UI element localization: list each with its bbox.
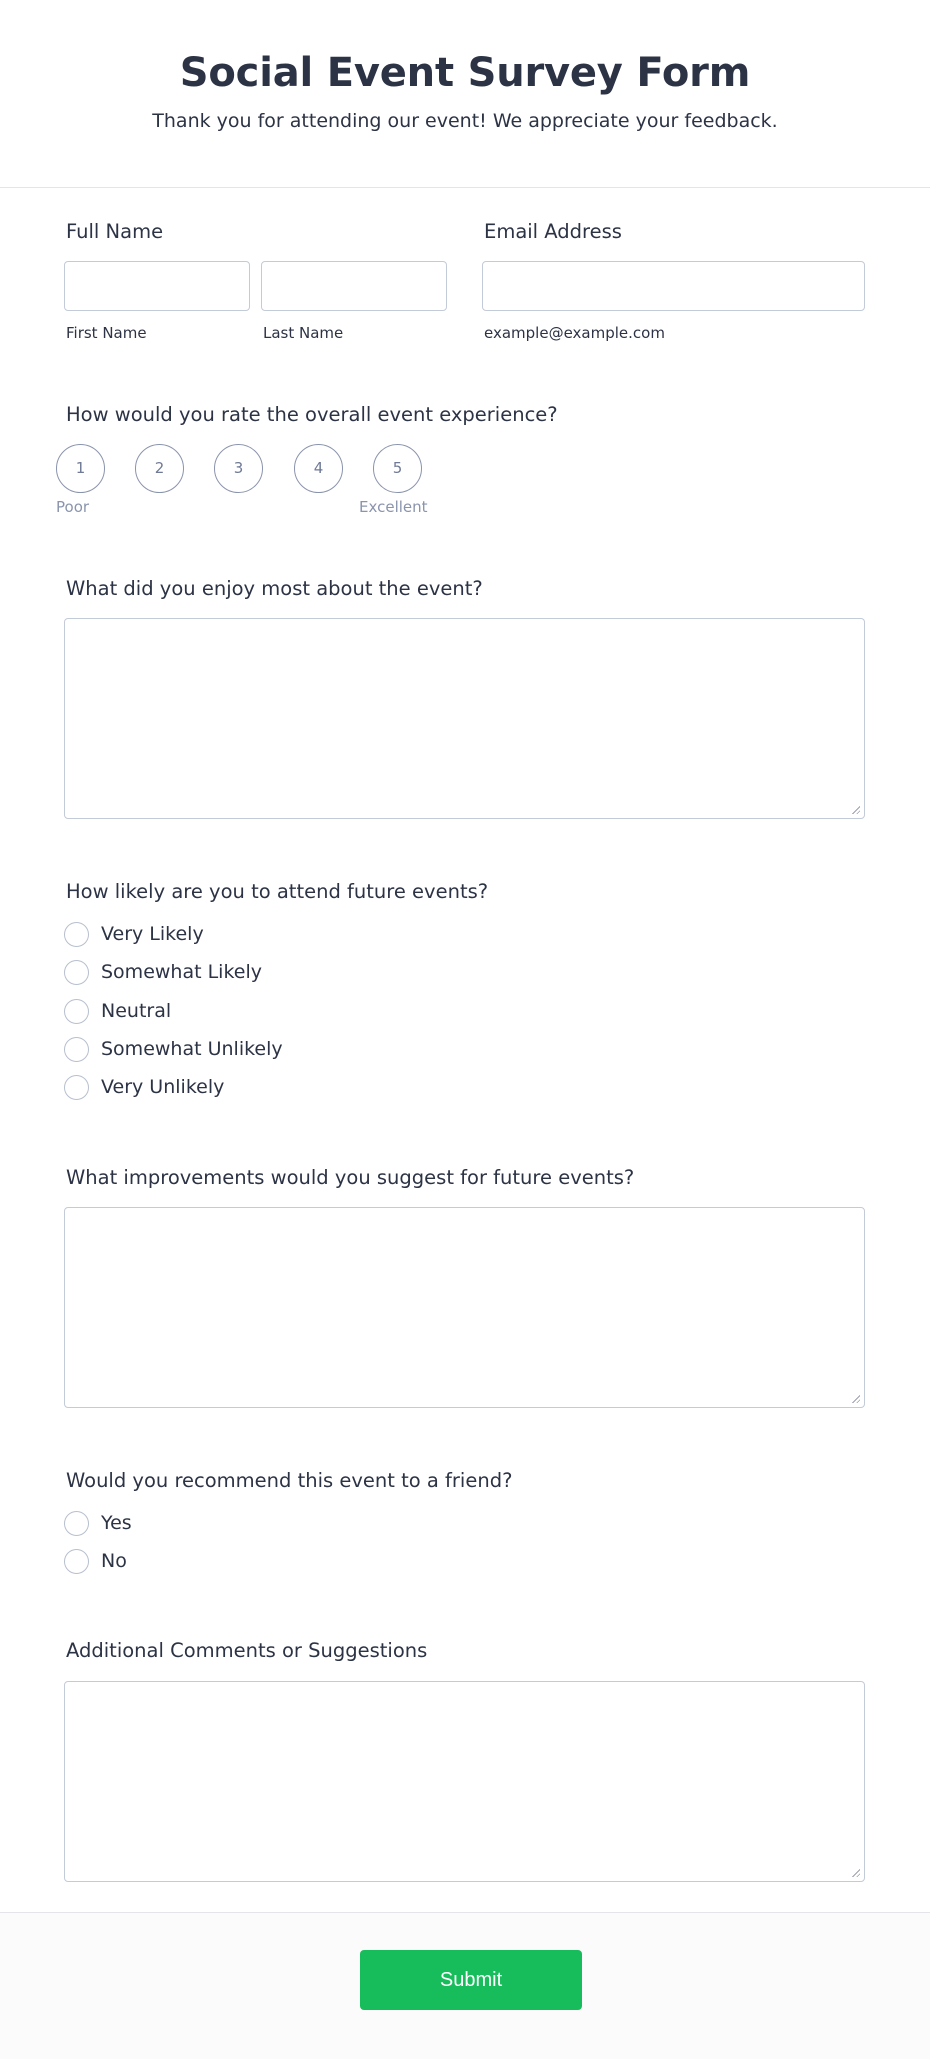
rating-option-1[interactable]: 1 (56, 444, 105, 493)
first-name-input[interactable] (64, 261, 250, 311)
improvements-question: What improvements would you suggest for future events? (66, 1166, 635, 1189)
rating-option-3[interactable]: 3 (214, 444, 263, 493)
future-question: How likely are you to attend future events? (66, 880, 489, 903)
radio-label: Very Likely (101, 923, 204, 945)
radio-button[interactable] (64, 1037, 89, 1062)
submit-button[interactable]: Submit (360, 1950, 582, 2010)
rating-low-caption: Poor (56, 498, 90, 516)
email-input[interactable] (482, 261, 865, 311)
radio-button[interactable] (64, 960, 89, 985)
radio-button[interactable] (64, 999, 89, 1024)
email-sublabel: example@example.com (484, 324, 665, 342)
full-name-label: Full Name (66, 220, 164, 243)
radio-label: Very Unlikely (101, 1076, 225, 1098)
radio-label: Neutral (101, 1000, 172, 1022)
improvements-textarea[interactable] (64, 1207, 865, 1408)
rating-option-5[interactable]: 5 (373, 444, 422, 493)
form-subtitle: Thank you for attending our event! We appreciate your feedback. (152, 110, 778, 132)
comments-textarea[interactable] (64, 1681, 865, 1882)
radio-label: No (101, 1550, 127, 1572)
enjoy-question: What did you enjoy most about the event? (66, 577, 483, 600)
rating-option-2[interactable]: 2 (135, 444, 184, 493)
first-name-sublabel: First Name (66, 324, 147, 342)
rating-high-caption: Excellent (359, 498, 428, 516)
radio-label: Yes (101, 1512, 132, 1534)
form-header (0, 0, 930, 188)
radio-button[interactable] (64, 922, 89, 947)
rating-option-4[interactable]: 4 (294, 444, 343, 493)
radio-label: Somewhat Likely (101, 961, 262, 983)
email-label: Email Address (484, 220, 622, 243)
radio-label: Somewhat Unlikely (101, 1038, 283, 1060)
radio-button[interactable] (64, 1549, 89, 1574)
rating-question: How would you rate the overall event experience? (66, 403, 558, 426)
recommend-question: Would you recommend this event to a friend? (66, 1469, 513, 1492)
enjoy-textarea[interactable] (64, 618, 865, 819)
comments-question: Additional Comments or Suggestions (66, 1639, 428, 1662)
radio-button[interactable] (64, 1511, 89, 1536)
last-name-input[interactable] (261, 261, 447, 311)
resize-grip-icon[interactable] (851, 805, 860, 814)
last-name-sublabel: Last Name (263, 324, 344, 342)
radio-button[interactable] (64, 1075, 89, 1100)
form-title: Social Event Survey Form (179, 50, 751, 96)
resize-grip-icon[interactable] (851, 1394, 860, 1403)
resize-grip-icon[interactable] (851, 1868, 860, 1877)
